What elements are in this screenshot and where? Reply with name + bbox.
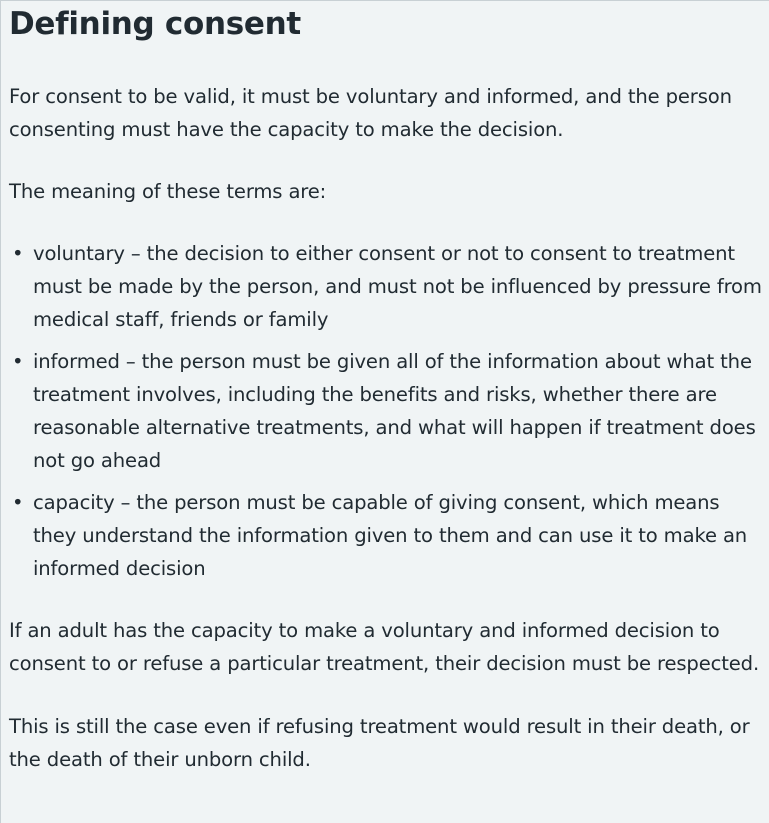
section-title: Defining consent	[9, 6, 301, 42]
list-item-text: capacity – the person must be capable of giving consent, which means they understand the information given to them and can use it to make an informed decision	[33, 491, 748, 580]
bullet-icon: •	[12, 350, 24, 373]
list-item-text: voluntary – the decision to either consent or not to consent to treatment must be made by the person, and must not be influenced by pressure from medical staff, friends or family	[33, 242, 762, 331]
list-item-voluntary	[9, 237, 762, 336]
respect-paragraph: If an adult has the capacity to make a voluntary and informed decision to consent to or refuse a particular treatment, their decision must be respected.	[9, 619, 760, 675]
list-item-text: informed – the person must be given all of the information about what the treatment involves, including the benefits and risks, whether there are reasonable alternative treatments, and what will happen if treatment does not go ahead	[33, 350, 756, 472]
list-item-informed	[9, 345, 762, 477]
terms-lead-paragraph: The meaning of these terms are:	[9, 180, 327, 203]
bullet-icon: •	[12, 242, 24, 265]
terms-list	[9, 237, 762, 585]
intro-paragraph: For consent to be valid, it must be voluntary and informed, and the person consenting must have the capacity to make the decision.	[9, 85, 732, 141]
content-section	[1, 4, 762, 776]
bullet-icon: •	[12, 491, 24, 514]
still-paragraph: This is still the case even if refusing treatment would result in their death, or the death of their unborn child.	[9, 715, 750, 771]
list-item-capacity	[9, 486, 762, 585]
